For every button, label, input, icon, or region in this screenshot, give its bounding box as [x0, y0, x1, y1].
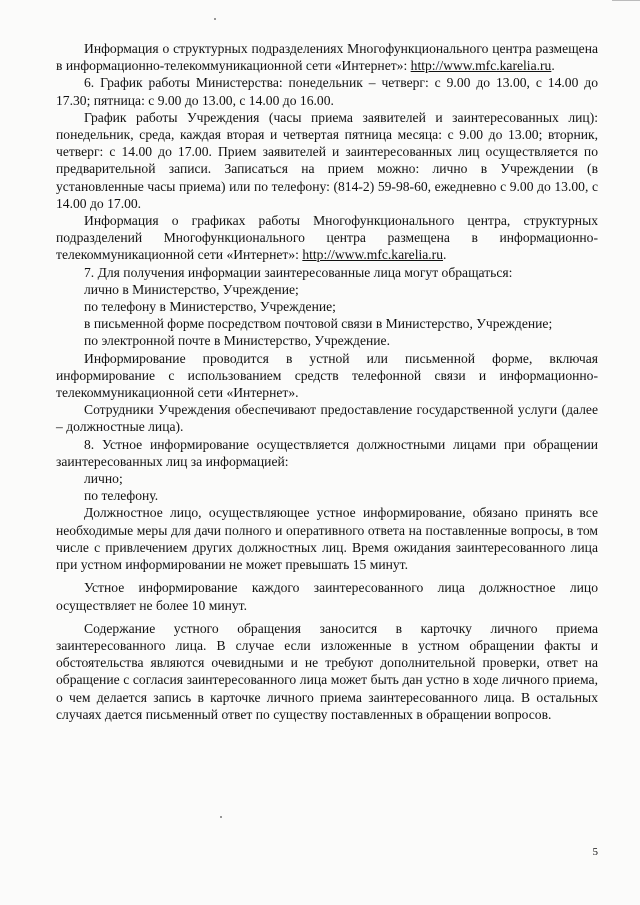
mfc-website-link[interactable]: http://www.mfc.karelia.ru	[410, 58, 552, 74]
paragraph-institution-schedule: График работы Учреждения (часы приема заявителей и заинтересованных лиц): понедельник, среда, каждая вторая и четвертая пятница месяца: с 9.00 до 13.00; вторник, четверг: с 14.00 до 17.00. Прием заявителей и заинтересованных лиц осуществляется по предварительной записи. Записаться на прием можно: лично в Учреждении (в установленные часы приема) или по телефону: (814-2) 59-98-60, ежедневно с 9.00 до 13.00, с 14.00 до 17.00.	[56, 109, 598, 211]
document-body	[56, 40, 598, 723]
list-item-by-mail: в письменной форме посредством почтовой связи в Министерство, Учреждение;	[84, 316, 553, 332]
scan-edge-mark	[612, 0, 640, 7]
paragraph-structural-units-info	[56, 40, 598, 74]
page-number: 5	[592, 846, 598, 858]
paragraph-mfc-schedules-info	[56, 212, 598, 264]
paragraph-oral-appeal-content: Содержание устного обращения заносится в карточку личного приема заинтересованного лица. В случае если изложенные в устном обращении факты и обстоятельства являются очевидными и не требуют дополнительной проверки, ответ на обращение с согласия заинтересованного лица может быть дан устно в ходе личного приема, о чем делается запись в карточке личного приема заинтересованного лица. В остальных случаях дается письменный ответ по существу поставленных в обращении вопросов.	[56, 620, 598, 722]
list-item-personally: лично;	[84, 471, 123, 487]
paragraph-officials: Сотрудники Учреждения обеспечивают предоставление государственной услуги (далее – должностные лица).	[56, 402, 598, 435]
paragraph-section-7: 7. Для получения информации заинтересованные лица могут обращаться:	[84, 264, 513, 280]
mfc-website-link[interactable]: http://www.mfc.karelia.ru	[302, 247, 444, 263]
paragraph-ministry-schedule: 6. График работы Министерства: понедельник – четверг: с 9.00 до 13.00, с 14.00 до 17.30; пятница: с 9.00 до 13.00, с 14.00 до 16.00.	[56, 75, 598, 108]
paragraph-tail: .	[443, 247, 447, 263]
paragraph-section-8: 8. Устное информирование осуществляется должностными лицами при обращении заинтересованных лиц за информацией:	[56, 436, 598, 469]
paragraph-tail: .	[551, 58, 555, 74]
paragraph-informing-duration: Устное информирование каждого заинтересованного лица должностное лицо осуществляет не более 10 минут.	[56, 580, 598, 613]
list-item-telephone: по телефону.	[84, 488, 159, 504]
scan-speck	[214, 18, 216, 20]
list-item-by-email: по электронной почте в Министерство, Учреждение.	[84, 333, 390, 349]
list-item-by-phone: по телефону в Министерство, Учреждение;	[84, 299, 336, 315]
paragraph-text: Информация о структурных подразделениях Многофункционального центра размещена в информационно-телекоммуникационной сети «Интернет»:	[56, 41, 598, 74]
list-item-in-person: лично в Министерство, Учреждение;	[84, 281, 299, 297]
paragraph-official-duties: Должностное лицо, осуществляющее устное информирование, обязано принять все необходимые меры для дачи полного и оперативного ответа на поставленные вопросы, в том числе с привлечением других должностных лиц. Время ожидания заинтересованного лица при устном информировании не может превышать 15 минут.	[56, 505, 598, 573]
paragraph-informing-forms: Информирование проводится в устной или письменной форме, включая информирование с использованием средств телефонной связи и информационно-телекоммуникационной сети «Интернет».	[56, 350, 598, 401]
scan-speck	[220, 816, 222, 818]
paragraph-text: Информация о графиках работы Многофункционального центра, структурных подразделений Многофункционального центра размещена в информационно-телекоммуникационной сети «Интернет»:	[56, 213, 598, 263]
